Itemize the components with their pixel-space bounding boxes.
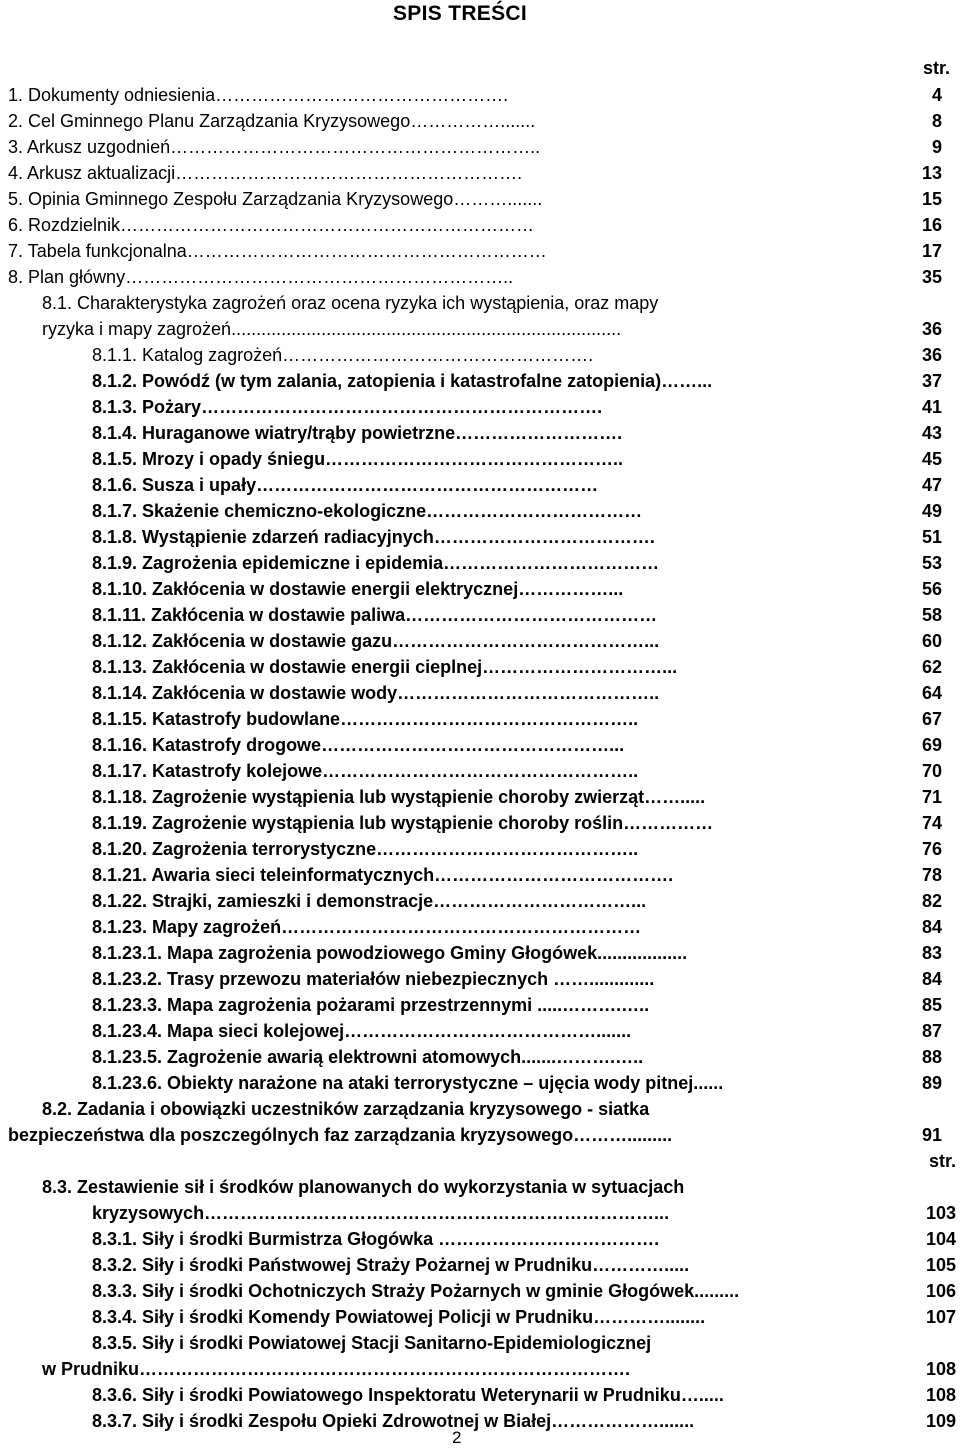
toc-entry-page: 51 bbox=[921, 527, 942, 547]
toc-entry bbox=[0, 992, 960, 1018]
toc-entry-title: 8.2. Zadania i obowiązki uczestników zarządzania kryzysowego - siatka bbox=[42, 1099, 650, 1119]
toc-entry-title: 8. Plan główny……………………………………………………….. bbox=[8, 267, 514, 287]
toc-entry-title: 8.1.6. Susza i upały………………………………………………… bbox=[92, 475, 599, 495]
toc-entry-title: 8.1.9. Zagrożenia epidemiczne i epidemia……………………………… bbox=[92, 553, 660, 573]
toc-entry bbox=[0, 576, 960, 602]
toc-entry-page: 56 bbox=[921, 579, 942, 599]
toc-entry bbox=[0, 914, 960, 940]
toc-entry-page: 67 bbox=[921, 709, 942, 729]
toc-entry-title: 8.1.3. Pożary…………………………………………………………. bbox=[92, 397, 603, 417]
toc-entry-page: 36 bbox=[921, 319, 942, 339]
toc-entry-title: 4. Arkusz aktualizacji…………………………………………………. bbox=[8, 163, 523, 183]
toc-entry-title: 8.1.23.2. Trasy przewozu materiałów niebezpiecznych ……............. bbox=[92, 969, 655, 989]
toc-entry bbox=[0, 680, 960, 706]
toc-entry-title: 8.3.1. Siły i środki Burmistrza Głogówka ………………………………. bbox=[92, 1229, 660, 1249]
toc-entry bbox=[0, 1304, 960, 1330]
toc-entry-page: 58 bbox=[921, 605, 942, 625]
toc-entry-title: 8.1.23. Mapy zagrożeń…………………………………………………… bbox=[92, 917, 642, 937]
toc-entry bbox=[0, 706, 960, 732]
toc-entry bbox=[0, 810, 960, 836]
toc-entry-title: 8.3.5. Siły i środki Powiatowej Stacji Sanitarno-Epidemiologicznej bbox=[92, 1333, 652, 1353]
toc-entry bbox=[0, 238, 960, 264]
toc-entry bbox=[0, 1018, 960, 1044]
toc-entry-title: 8.1.13. Zakłócenia w dostawie energii cieplnej…………………………... bbox=[92, 657, 678, 677]
toc-entry bbox=[0, 160, 960, 186]
toc-entry-page: 53 bbox=[921, 553, 942, 573]
toc-entry-page: 83 bbox=[921, 943, 942, 963]
toc-entry-title: 8.1.23.5. Zagrożenie awarią elektrowni atomowych.......……….….. bbox=[92, 1047, 644, 1067]
toc-entry bbox=[0, 368, 960, 394]
toc-entry-title: 8.1. Charakterystyka zagrożeń oraz ocena ryzyka ich wystąpienia, oraz mapy bbox=[42, 293, 659, 313]
toc-entry-page: 13 bbox=[921, 163, 942, 183]
toc-entry-title: 8.1.10. Zakłócenia w dostawie energii elektrycznej……………... bbox=[92, 579, 624, 599]
toc-entry bbox=[0, 264, 960, 290]
toc-entry-title: 8.1.23.4. Mapa sieci kolejowej……………………………………....... bbox=[92, 1021, 632, 1041]
toc-entry-title: 8.1.12. Zakłócenia w dostawie gazu……………………………………... bbox=[92, 631, 660, 651]
toc-entry-title: 7. Tabela funkcjonalna…………………………………………………… bbox=[8, 241, 547, 261]
toc-entry bbox=[0, 472, 960, 498]
toc-entry-title: 8.1.18. Zagrożenie wystąpienia lub wystąpienie choroby zwierząt……..... bbox=[92, 787, 706, 807]
toc-entry-page: 91 bbox=[921, 1125, 942, 1145]
toc-entry-title: 8.3.7. Siły i środki Zespołu Opieki Zdrowotnej w Białej………………....... bbox=[92, 1411, 695, 1431]
toc-entry-page: 16 bbox=[921, 215, 942, 235]
toc-entry-title: 8.1.22. Strajki, zamieszki i demonstracje……………………………... bbox=[92, 891, 647, 911]
toc-entry-title: 8.1.4. Huraganowe wiatry/trąby powietrzne………………………. bbox=[92, 423, 623, 443]
toc-entry-title: 8.1.7. Skażenie chemiczno-ekologiczne……………………………… bbox=[92, 501, 643, 521]
toc-entry bbox=[0, 1356, 960, 1382]
toc-entry-page: 49 bbox=[921, 501, 942, 521]
toc-entry-title: 8.1.23.6. Obiekty narażone na ataki terrorystyczne – ujęcia wody pitnej...... bbox=[92, 1073, 724, 1093]
toc-entry-page: 47 bbox=[921, 475, 942, 495]
toc-entry bbox=[0, 108, 960, 134]
page-number: 2 bbox=[452, 1428, 462, 1447]
toc-entry-title: 5. Opinia Gminnego Zespołu Zarządzania Kryzysowego………....... bbox=[8, 189, 543, 209]
toc-entry-page: 88 bbox=[921, 1047, 942, 1067]
toc-entry-page: 71 bbox=[921, 787, 942, 807]
toc-entry-page: str. bbox=[928, 1151, 956, 1171]
toc-entry-page: 105 bbox=[925, 1255, 956, 1275]
toc-entry-page: 36 bbox=[921, 345, 942, 365]
toc-entry bbox=[0, 602, 960, 628]
toc-entry-page: 89 bbox=[921, 1073, 942, 1093]
toc-entry bbox=[0, 940, 960, 966]
toc-entry bbox=[0, 1070, 960, 1096]
toc-entry bbox=[0, 186, 960, 212]
toc-entry-page: 108 bbox=[925, 1385, 956, 1405]
toc-entry-page: 84 bbox=[921, 969, 942, 989]
toc-entry bbox=[0, 1278, 960, 1304]
toc-entry bbox=[0, 1096, 960, 1122]
toc-entry-page: 69 bbox=[921, 735, 942, 755]
toc-entry bbox=[0, 212, 960, 238]
toc-entry-page: 85 bbox=[921, 995, 942, 1015]
toc-entry-title: 8.1.8. Wystąpienie zdarzeń radiacyjnych………………………………. bbox=[92, 527, 655, 547]
toc-entry-title: 8.1.21. Awaria sieci teleinformatycznych…………………………………. bbox=[92, 865, 674, 885]
toc-entry-title: w Prudniku………………………………………………………………………. bbox=[42, 1359, 631, 1379]
toc-entry-page: 4 bbox=[931, 85, 942, 105]
toc-entry-page: 103 bbox=[925, 1203, 956, 1223]
toc-entry bbox=[0, 524, 960, 550]
toc-entry-page: 82 bbox=[921, 891, 942, 911]
toc-entry bbox=[0, 1148, 960, 1174]
toc-entry bbox=[0, 290, 960, 316]
toc-entry-title: 2. Cel Gminnego Planu Zarządzania Kryzysowego……………....... bbox=[8, 111, 536, 131]
toc-entry-page: 43 bbox=[921, 423, 942, 443]
toc-entry bbox=[0, 888, 960, 914]
toc-entry-page: 35 bbox=[921, 267, 942, 287]
toc-entry-page: 87 bbox=[921, 1021, 942, 1041]
toc-entry bbox=[0, 654, 960, 680]
toc-entry-title: 8.3.3. Siły i środki Ochotniczych Straży Pożarnych w gminie Głogówek......... bbox=[92, 1281, 740, 1301]
toc-entry bbox=[0, 342, 960, 368]
toc-entry bbox=[0, 550, 960, 576]
toc-entry-title: 8.1.23.3. Mapa zagrożenia pożarami przestrzennymi .....……….….. bbox=[92, 995, 650, 1015]
toc-entry bbox=[0, 732, 960, 758]
toc-entry-page: 108 bbox=[925, 1359, 956, 1379]
toc-entry-page: 78 bbox=[921, 865, 942, 885]
toc-entry bbox=[0, 1044, 960, 1070]
toc-entry bbox=[0, 758, 960, 784]
toc-entry-title: 1. Dokumenty odniesienia…………………………………………. bbox=[8, 85, 509, 105]
toc-entry bbox=[0, 784, 960, 810]
toc-entry bbox=[0, 1122, 960, 1148]
toc-entry-page: 107 bbox=[925, 1307, 956, 1327]
toc-entry-page: 62 bbox=[921, 657, 942, 677]
page-column-header: str. bbox=[922, 58, 950, 78]
toc-entry bbox=[0, 82, 960, 108]
toc-entry-title: 8.3.4. Siły i środki Komendy Powiatowej Policji w Prudniku…………........ bbox=[92, 1307, 706, 1327]
toc-entry bbox=[0, 836, 960, 862]
toc-entry-page: 64 bbox=[921, 683, 942, 703]
toc-entry-title: 8.1.16. Katastrofy drogowe…………………………………………... bbox=[92, 735, 625, 755]
toc-entry bbox=[0, 1408, 960, 1434]
toc-entry-title: 8.1.20. Zagrożenia terrorystyczne…………………………………….. bbox=[92, 839, 639, 859]
toc-entry-title: 8.1.1. Katalog zagrożeń……………………………………………. bbox=[92, 345, 594, 365]
toc-entry-page: 15 bbox=[921, 189, 942, 209]
toc-entry-title: 8.3. Zestawienie sił i środków planowanych do wykorzystania w sytuacjach bbox=[42, 1177, 685, 1197]
toc-entry-title: 8.3.2. Siły i środki Państwowej Straży Pożarnej w Prudniku…………..... bbox=[92, 1255, 690, 1275]
toc-entry-page: 41 bbox=[921, 397, 942, 417]
toc-entry-page: 104 bbox=[925, 1229, 956, 1249]
toc-entry bbox=[0, 420, 960, 446]
toc-entry-title: 8.1.19. Zagrożenie wystąpienia lub wystąpienie choroby roślin…………… bbox=[92, 813, 714, 833]
toc-entry-page: 76 bbox=[921, 839, 942, 859]
toc-entry bbox=[0, 628, 960, 654]
toc-entry bbox=[0, 966, 960, 992]
toc-entry-page: 70 bbox=[921, 761, 942, 781]
toc-entry-title: 8.1.5. Mrozy i opady śniegu………………………………………….. bbox=[92, 449, 624, 469]
toc-entry bbox=[0, 1330, 960, 1356]
toc-entry bbox=[0, 1174, 960, 1200]
toc-entry-title: 8.1.11. Zakłócenia w dostawie paliwa…………………………………… bbox=[92, 605, 658, 625]
toc-entry bbox=[0, 446, 960, 472]
toc-entry-title: 6. Rozdzielnik…………………………………………………………… bbox=[8, 215, 535, 235]
toc-entry-title: 8.1.15. Katastrofy budowlane………………………………………….. bbox=[92, 709, 639, 729]
toc-entry bbox=[0, 134, 960, 160]
toc-entry-page: 17 bbox=[921, 241, 942, 261]
toc-entry-title: 8.1.14. Zakłócenia w dostawie wody…………………………………….. bbox=[92, 683, 660, 703]
page-title: SPIS TREŚCI bbox=[393, 2, 527, 25]
toc-entry-title: 8.1.2. Powódź (w tym zalania, zatopienia i katastrofalne zatopienia)……... bbox=[92, 371, 713, 391]
toc-entry-page: 109 bbox=[925, 1411, 956, 1431]
toc-entry-page: 60 bbox=[921, 631, 942, 651]
toc-entry-title: 8.3.6. Siły i środki Powiatowego Inspektoratu Weterynarii w Prudniku…..... bbox=[92, 1385, 724, 1405]
toc-entry bbox=[0, 862, 960, 888]
toc-entry-page: 37 bbox=[921, 371, 942, 391]
toc-entry bbox=[0, 1382, 960, 1408]
toc-entry-title: 8.1.23.1. Mapa zagrożenia powodziowego Gminy Głogówek.................. bbox=[92, 943, 688, 963]
toc-entry bbox=[0, 498, 960, 524]
toc-entry-title: 8.1.17. Katastrofy kolejowe…………………………………………….. bbox=[92, 761, 639, 781]
toc-entry bbox=[0, 394, 960, 420]
toc-entry-title: 3. Arkusz uzgodnień…………………………………………………….. bbox=[8, 137, 541, 157]
toc-entry-page: 84 bbox=[921, 917, 942, 937]
table-of-contents bbox=[0, 82, 960, 1434]
toc-entry-title: ryzyka i mapy zagrożeń.............................................................................. bbox=[42, 319, 622, 339]
toc-entry bbox=[0, 1252, 960, 1278]
toc-entry-page: 74 bbox=[921, 813, 942, 833]
toc-entry bbox=[0, 316, 960, 342]
toc-entry-title: kryzysowych…………………………………………………………………... bbox=[92, 1203, 670, 1223]
toc-entry-page: 106 bbox=[925, 1281, 956, 1301]
toc-entry-page: 45 bbox=[921, 449, 942, 469]
toc-entry-page: 9 bbox=[931, 137, 942, 157]
toc-entry-page: 8 bbox=[931, 111, 942, 131]
toc-entry bbox=[0, 1226, 960, 1252]
toc-entry-title: bezpieczeństwa dla poszczególnych faz zarządzania kryzysowego………......... bbox=[8, 1125, 673, 1145]
toc-entry bbox=[0, 1200, 960, 1226]
